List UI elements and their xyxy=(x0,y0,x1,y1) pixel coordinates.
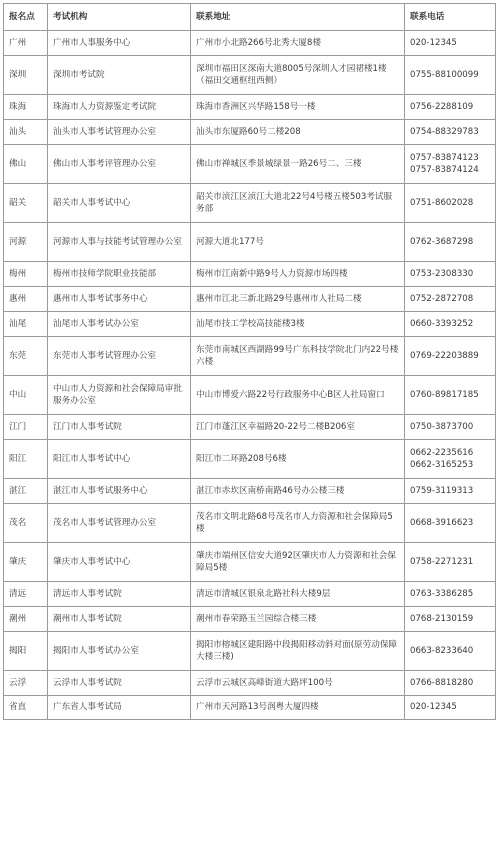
city-cell: 珠海 xyxy=(4,95,48,120)
address-cell: 广州市天河路13号润粤大厦四楼 xyxy=(191,696,405,720)
phone-number: 0662-2235616 xyxy=(410,447,474,458)
phone-cell xyxy=(405,440,496,479)
header-city: 报名点 xyxy=(4,4,48,31)
org-cell: 汕尾市人事考试办公室 xyxy=(48,312,191,337)
address-cell: 珠海市香洲区兴华路158号一楼 xyxy=(191,95,405,120)
phone-number: 0762-3687298 xyxy=(410,236,474,247)
city-cell: 深圳 xyxy=(4,56,48,95)
table-row xyxy=(4,415,496,440)
phone-number: 0751-8602028 xyxy=(410,197,474,208)
city-cell: 惠州 xyxy=(4,287,48,312)
table-row xyxy=(4,376,496,415)
phone-cell xyxy=(405,337,496,376)
phone-number: 0766-8818280 xyxy=(410,677,474,688)
table-row xyxy=(4,582,496,607)
table-row xyxy=(4,632,496,671)
org-cell: 梅州市技师学院职业技能部 xyxy=(48,262,191,287)
address-cell: 韶关市浈江区浈江大道北22号4号楼五楼503考试服务部 xyxy=(191,184,405,223)
header-address: 联系地址 xyxy=(191,4,405,31)
table-row xyxy=(4,287,496,312)
phone-number: 0663-8233640 xyxy=(410,645,474,656)
phone-cell xyxy=(405,56,496,95)
phone-number: 020-12345 xyxy=(410,37,457,48)
city-cell: 揭阳 xyxy=(4,632,48,671)
org-cell: 惠州市人事考试事务中心 xyxy=(48,287,191,312)
org-cell: 茂名市人事考试管理办公室 xyxy=(48,504,191,543)
phone-number: 0662-3165253 xyxy=(410,460,474,470)
table-row xyxy=(4,120,496,145)
phone-cell xyxy=(405,95,496,120)
phone-number: 0768-2130159 xyxy=(410,613,474,624)
address-cell: 佛山市禅城区季景城绿景一路26号二、三楼 xyxy=(191,145,405,184)
phone-cell xyxy=(405,120,496,145)
phone-cell xyxy=(405,607,496,632)
org-cell: 东莞市人事考试管理办公室 xyxy=(48,337,191,376)
phone-number: 0752-2872708 xyxy=(410,293,474,304)
city-cell: 省直 xyxy=(4,696,48,720)
phone-number: 0759-3119313 xyxy=(410,485,474,496)
city-cell: 佛山 xyxy=(4,145,48,184)
phone-number: 020-12345 xyxy=(410,702,457,713)
city-cell: 韶关 xyxy=(4,184,48,223)
table-header-row xyxy=(4,4,496,31)
org-cell: 阳江市人事考试中心 xyxy=(48,440,191,479)
phone-number: 0668-3916623 xyxy=(410,517,474,528)
address-cell: 中山市博爱六路22号行政服务中心B区人社局窗口 xyxy=(191,376,405,415)
address-cell: 汕尾市技工学校高技能楼3楼 xyxy=(191,312,405,337)
table-row xyxy=(4,607,496,632)
phone-number: 0757-83874124 xyxy=(410,165,479,175)
city-cell: 清远 xyxy=(4,582,48,607)
address-cell: 东莞市南城区西湖路99号广东科技学院北门内22号楼六楼 xyxy=(191,337,405,376)
table-row xyxy=(4,479,496,504)
city-cell: 茂名 xyxy=(4,504,48,543)
phone-number: 0758-2271231 xyxy=(410,556,474,567)
city-cell: 江门 xyxy=(4,415,48,440)
phone-number: 0769-22203889 xyxy=(410,350,479,361)
phone-cell xyxy=(405,287,496,312)
phone-cell xyxy=(405,582,496,607)
address-cell: 茂名市文明北路68号茂名市人力资源和社会保障局5楼 xyxy=(191,504,405,543)
address-cell: 云浮市云城区高峰街道大路坪100号 xyxy=(191,671,405,696)
org-cell: 韶关市人事考试中心 xyxy=(48,184,191,223)
table-row xyxy=(4,223,496,262)
phone-cell xyxy=(405,671,496,696)
phone-cell xyxy=(405,31,496,56)
phone-cell xyxy=(405,376,496,415)
city-cell: 汕尾 xyxy=(4,312,48,337)
table-row xyxy=(4,145,496,184)
city-cell: 梅州 xyxy=(4,262,48,287)
org-cell: 河源市人事与技能考试管理办公室 xyxy=(48,223,191,262)
org-cell: 云浮市人事考试院 xyxy=(48,671,191,696)
phone-number: 0756-2288109 xyxy=(410,101,474,112)
org-cell: 汕头市人事考试管理办公室 xyxy=(48,120,191,145)
phone-cell xyxy=(405,312,496,337)
phone-cell xyxy=(405,632,496,671)
phone-cell xyxy=(405,223,496,262)
table-row xyxy=(4,504,496,543)
table-row xyxy=(4,312,496,337)
org-cell: 清远市人事考试院 xyxy=(48,582,191,607)
address-cell: 梅州市江南新中路9号人力资源市场四楼 xyxy=(191,262,405,287)
city-cell: 阳江 xyxy=(4,440,48,479)
phone-number: 0660-3393252 xyxy=(410,318,474,329)
org-cell: 江门市人事考试院 xyxy=(48,415,191,440)
org-cell: 中山市人力资源和社会保障局审批服务办公室 xyxy=(48,376,191,415)
table-row xyxy=(4,696,496,720)
city-cell: 云浮 xyxy=(4,671,48,696)
org-cell: 珠海市人力资源鉴定考试院 xyxy=(48,95,191,120)
phone-cell xyxy=(405,543,496,582)
table-row xyxy=(4,337,496,376)
phone-number: 0750-3873700 xyxy=(410,421,474,432)
address-cell: 湛江市赤坎区南桥南路46号办公楼三楼 xyxy=(191,479,405,504)
address-cell: 江门市蓬江区幸福路20-22号二楼B206室 xyxy=(191,415,405,440)
phone-cell xyxy=(405,415,496,440)
org-cell: 佛山市人事考评管理办公室 xyxy=(48,145,191,184)
org-cell: 潮州市人事考试院 xyxy=(48,607,191,632)
city-cell: 中山 xyxy=(4,376,48,415)
address-cell: 广州市小北路266号北秀大厦8楼 xyxy=(191,31,405,56)
table-row xyxy=(4,671,496,696)
phone-cell xyxy=(405,145,496,184)
table-row xyxy=(4,184,496,223)
exam-contact-table xyxy=(3,3,496,720)
address-cell: 河源大道北177号 xyxy=(191,223,405,262)
org-cell: 湛江市人事考试服务中心 xyxy=(48,479,191,504)
city-cell: 东莞 xyxy=(4,337,48,376)
city-cell: 潮州 xyxy=(4,607,48,632)
phone-number: 0753-2308330 xyxy=(410,268,474,279)
address-cell: 汕头市东厦路60号二楼208 xyxy=(191,120,405,145)
phone-number: 0754-88329783 xyxy=(410,126,479,137)
phone-number: 0760-89817185 xyxy=(410,389,479,400)
address-cell: 清远市清城区银泉北路社科大楼9层 xyxy=(191,582,405,607)
header-org: 考试机构 xyxy=(48,4,191,31)
city-cell: 湛江 xyxy=(4,479,48,504)
org-cell: 揭阳市人事考试办公室 xyxy=(48,632,191,671)
address-cell: 阳江市二环路208号6楼 xyxy=(191,440,405,479)
table-body xyxy=(4,31,496,720)
contact-table-container xyxy=(3,3,496,720)
city-cell: 汕头 xyxy=(4,120,48,145)
address-cell: 惠州市江北三新北路29号惠州市人社局二楼 xyxy=(191,287,405,312)
address-cell: 潮州市春荣路玉兰园综合楼三楼 xyxy=(191,607,405,632)
phone-cell xyxy=(405,262,496,287)
phone-number: 0763-3386285 xyxy=(410,588,474,599)
phone-cell xyxy=(405,184,496,223)
org-cell: 肇庆市人事考试中心 xyxy=(48,543,191,582)
address-cell: 揭阳市榕城区建阳路中段揭阳移动斜对面(原劳动保障大楼三楼) xyxy=(191,632,405,671)
table-row xyxy=(4,56,496,95)
header-phone: 联系电话 xyxy=(405,4,496,31)
city-cell: 广州 xyxy=(4,31,48,56)
address-cell: 肇庆市端州区信安大道92区肇庆市人力资源和社会保障局5楼 xyxy=(191,543,405,582)
address-cell: 深圳市福田区深南大道8005号深圳人才园裙楼1楼（福田交通枢纽西侧） xyxy=(191,56,405,95)
table-row xyxy=(4,440,496,479)
table-row xyxy=(4,31,496,56)
table-row xyxy=(4,95,496,120)
table-row xyxy=(4,543,496,582)
city-cell: 肇庆 xyxy=(4,543,48,582)
table-row xyxy=(4,262,496,287)
org-cell: 广东省人事考试局 xyxy=(48,696,191,720)
org-cell: 广州市人事服务中心 xyxy=(48,31,191,56)
phone-cell xyxy=(405,696,496,720)
phone-cell xyxy=(405,504,496,543)
phone-number: 0757-83874123 xyxy=(410,152,479,163)
city-cell: 河源 xyxy=(4,223,48,262)
org-cell: 深圳市考试院 xyxy=(48,56,191,95)
phone-number: 0755-88100099 xyxy=(410,69,479,80)
phone-cell xyxy=(405,479,496,504)
